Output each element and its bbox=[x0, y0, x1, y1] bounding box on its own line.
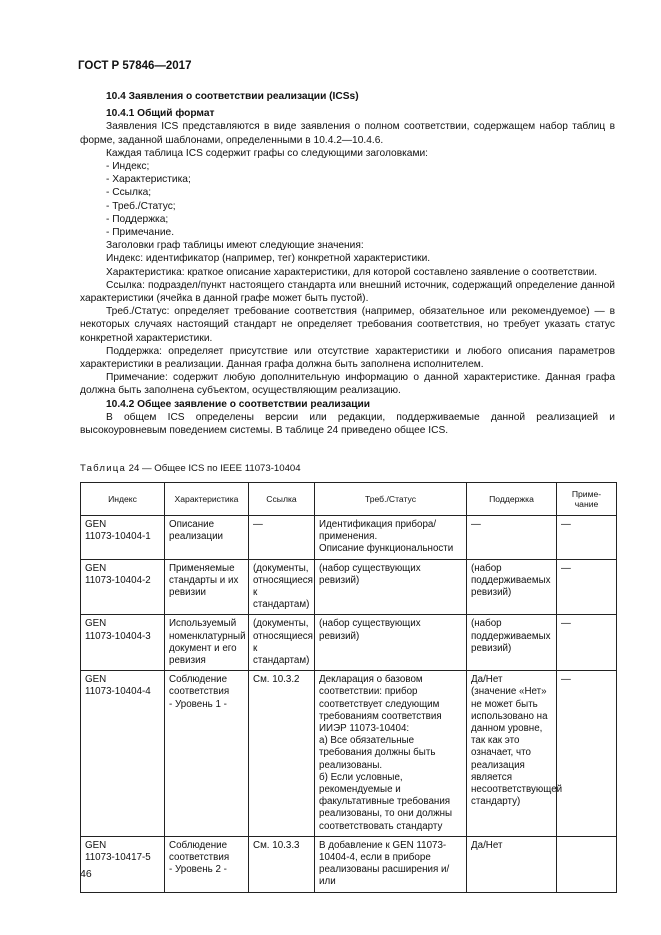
table-cell: (документы, относящиеся к стандартам) bbox=[249, 615, 315, 671]
table-caption-title: 24 — Общее ICS по IEEE 11073-10404 bbox=[126, 463, 301, 474]
column-header: Характеристика bbox=[165, 483, 249, 516]
table-cell: Применяемые стандарты и их ревизии bbox=[165, 559, 249, 615]
paragraph: Характеристика: краткое описание характеристики, для которой составлено заявление о соответствии. bbox=[106, 266, 598, 278]
page-number: 46 bbox=[80, 868, 92, 880]
table-cell: (набор существующих ревизий) bbox=[315, 559, 467, 615]
table-caption-label: Таблица bbox=[80, 463, 127, 474]
table-row bbox=[81, 516, 617, 560]
table-cell: — bbox=[557, 671, 617, 837]
section-heading: 10.4.1 Общий формат bbox=[106, 108, 215, 120]
paragraph: Ссылка: подраздел/пункт настоящего стандарта или внешний источник, содержащий определение данной характеристики (ячейка в данной графе может быть пустой). bbox=[80, 279, 615, 305]
table-cell: Идентификация прибора/применения. Описание функциональности bbox=[315, 516, 467, 560]
table-cell: Декларация о базовом соответствии: прибор соответствует следующим требованиям соответствия ИИЭР 11073-10404: а) Все обязательные требования должны быть реализованы. б) Если условные, рекомендуемые и факультативные требования реализованы, то они должны соответствовать стандарту bbox=[315, 671, 467, 837]
table-cell: (набор существующих ревизий) bbox=[315, 615, 467, 671]
document-id: ГОСТ Р 57846—2017 bbox=[78, 60, 192, 72]
table-row bbox=[81, 836, 617, 892]
table-cell: В добавление к GEN 11073-10404-4, если в приборе реализованы расширения и/или bbox=[315, 836, 467, 892]
table-row bbox=[81, 615, 617, 671]
table-cell: GEN 11073-10404-3 bbox=[81, 615, 165, 671]
table-cell: (документы, относящиеся к стандартам) bbox=[249, 559, 315, 615]
table-cell: GEN 11073-10404-1 bbox=[81, 516, 165, 560]
table-cell: — bbox=[467, 516, 557, 560]
table-cell: GEN 11073-10417-5 bbox=[81, 836, 165, 892]
ics-table bbox=[80, 482, 617, 893]
table-cell: — bbox=[557, 615, 617, 671]
paragraph: Поддержка: определяет присутствие или отсутствие характеристики и любого описания параметров характеристики в реализации. Данная графа должна быть заполнена исполнителем. bbox=[80, 345, 615, 371]
list-item: - Поддержка; bbox=[106, 213, 169, 225]
table-cell: См. 10.3.2 bbox=[249, 671, 315, 837]
table-cell: Да/Нет (значение «Нет» не может быть использовано на данном уровне, так как это означает, что реализация является несоответствующей стандарту) bbox=[467, 671, 557, 837]
section-heading: 10.4.2 Общее заявление о соответствии реализации bbox=[106, 398, 371, 410]
table-cell: GEN 11073-10404-2 bbox=[81, 559, 165, 615]
body-text bbox=[80, 90, 615, 437]
paragraph: Каждая таблица ICS содержит графы со следующими заголовками: bbox=[106, 147, 428, 159]
table-cell: (набор поддерживаемых ревизий) bbox=[467, 559, 557, 615]
table-cell: Используемый номенклатурный документ и его ревизия bbox=[165, 615, 249, 671]
column-header: Индекс bbox=[81, 483, 165, 516]
section-heading: 10.4 Заявления о соответствии реализации (ICSs) bbox=[106, 91, 359, 102]
column-header: Поддержка bbox=[467, 483, 557, 516]
paragraph: Примечание: содержит любую дополнительную информацию о данной характеристике. Данная графа должна быть заполнена субъектом, осуществляющим реализацию. bbox=[80, 372, 615, 397]
column-header: Треб./Статус bbox=[315, 483, 467, 516]
table-cell: GEN 11073-10404-4 bbox=[81, 671, 165, 837]
list-item: - Индекс; bbox=[106, 161, 150, 173]
table-cell: — bbox=[557, 559, 617, 615]
column-header: Ссылка bbox=[249, 483, 315, 516]
table-row bbox=[81, 671, 617, 837]
paragraph: Индекс: идентификатор (например, тег) конкретной характеристики. bbox=[106, 253, 431, 265]
table-cell: — bbox=[249, 516, 315, 560]
table-cell: Описание реализации bbox=[165, 516, 249, 560]
table-caption bbox=[80, 463, 301, 474]
column-header: Приме- чание bbox=[557, 483, 617, 516]
table-cell: См. 10.3.3 bbox=[249, 836, 315, 892]
list-item: - Характеристика; bbox=[106, 174, 191, 186]
paragraph: Треб./Статус: определяет требование соответствия (например, обязательное или рекомендуемое) — в некоторых случаях настоящий стандарт не определяет требования соответствия, но требует указать статус конкретной характеристики. bbox=[80, 306, 615, 344]
table-cell: Соблюдение соответствия - Уровень 1 - bbox=[165, 671, 249, 837]
list-item: - Треб./Статус; bbox=[106, 200, 176, 212]
paragraph: Заявления ICS представляются в виде заявления о полном соответствии, содержащем набор таблиц в форме, заданной шаблонами, определенными в 10.4.2—10.4.6. bbox=[80, 121, 615, 146]
paragraph: В общем ICS определены версии или редакции, поддерживаемые данной реализацией и высокоуровневым поведением системы. В таблице 24 приведено общее ICS. bbox=[80, 411, 615, 437]
table-cell: — bbox=[557, 516, 617, 560]
paragraph: Заголовки граф таблицы имеют следующие значения: bbox=[106, 240, 364, 252]
list-item: - Ссылка; bbox=[106, 187, 152, 199]
table-cell: Да/Нет bbox=[467, 836, 557, 892]
table-cell bbox=[557, 836, 617, 892]
table-cell: (набор поддерживаемых ревизий) bbox=[467, 615, 557, 671]
table-cell: Соблюдение соответствия - Уровень 2 - bbox=[165, 836, 249, 892]
list-item: - Примечание. bbox=[106, 227, 175, 239]
table-header-row bbox=[81, 483, 617, 516]
table-row bbox=[81, 559, 617, 615]
